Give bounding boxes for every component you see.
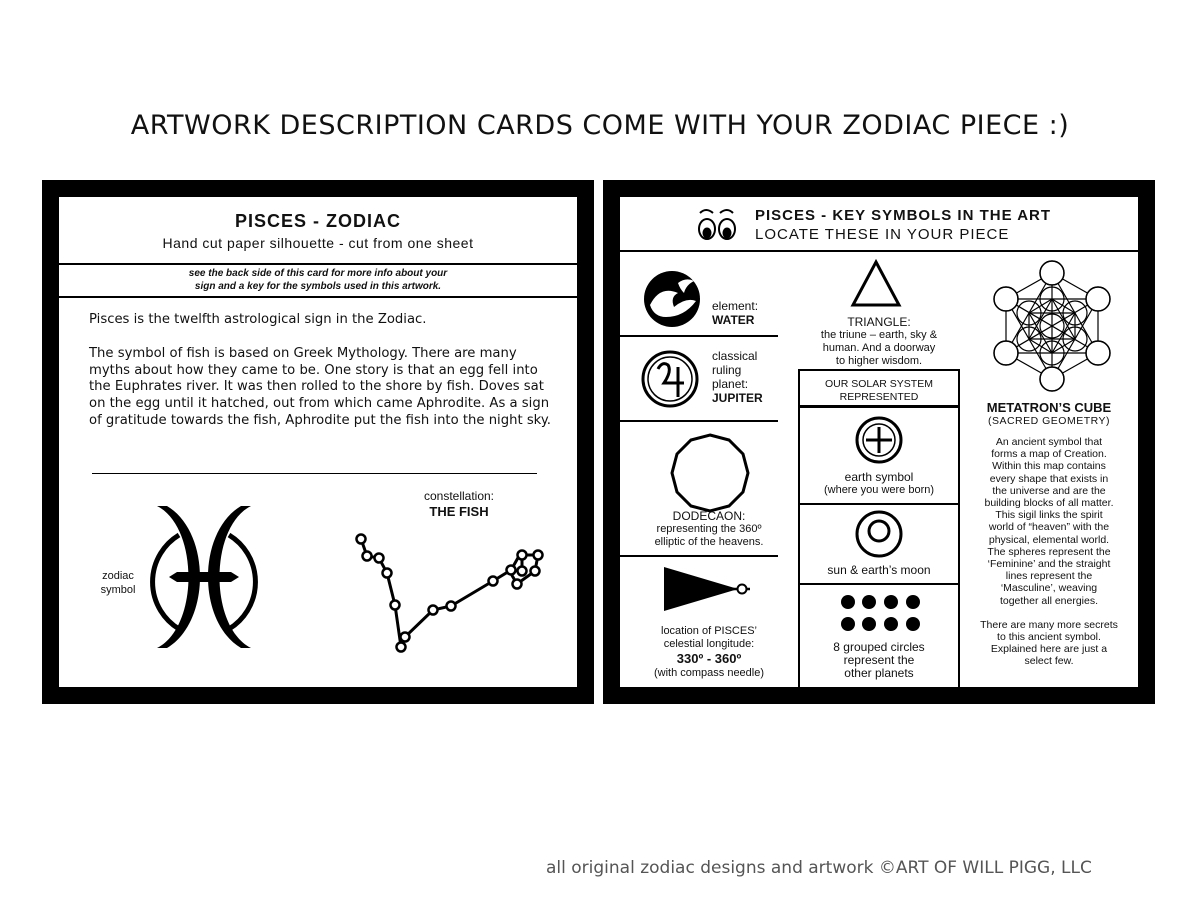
text-line: forms a map of Creation. [991,448,1107,461]
planets-dots-icon [838,593,924,633]
caption-line: location of PISCES’ [661,625,757,637]
cube-subtitle: (SACRED GEOMETRY) [987,415,1111,427]
text-line: building blocks of all matter. [984,497,1114,510]
dodecagon-title: DODECAON: [672,509,746,523]
caption-line: the triune – earth, sky & [820,329,938,341]
ruling-planet-label [712,349,763,405]
page-headline: ARTWORK DESCRIPTION CARDS COME WITH YOUR ZODIAC PIECE :) [130,110,1070,141]
location-value: 330º - 360º [676,651,742,666]
text-line: The spheres represent the [987,545,1111,558]
cube-title: METATRON’S CUBE [986,400,1112,415]
sun-moon-icon [854,509,904,559]
key-symbols-card-body [620,197,1138,687]
sun-moon-caption: sun & earth’s moon [827,563,931,577]
fish-constellation-icon [349,527,559,677]
divider [59,296,577,298]
text-line: the universe and are the [992,484,1106,497]
caption-line: celestial longitude: [663,638,755,650]
text-line: ‘Masculine’, weaving [1000,582,1098,595]
text-line: lines represent the [1005,570,1093,583]
text-line: This sigil links the spirit [995,509,1103,522]
text-line: to this ancient symbol. [997,631,1101,644]
dodecagon-caption [620,510,798,549]
compass-needle-icon [660,565,760,617]
divider [800,369,958,371]
column-divider [798,369,800,687]
eyes-icon [697,207,737,241]
caption-line: other planets [844,666,914,680]
divider [92,473,537,474]
text-line: Explained here are just a [990,643,1108,656]
note-line: sign and a key for the symbols used in this artwork. [194,281,442,292]
text-line: every shape that exists in [989,472,1109,485]
planets-caption [800,641,958,680]
card-title: PISCES - ZODIAC [234,211,401,231]
key-symbols-card [603,180,1155,704]
copyright-footer: all original zodiac designs and artwork ©ART OF WILL PIGG, LLC [546,858,1092,878]
text-line: select few. [1024,655,1074,668]
heading-line: REPRESENTED [839,391,919,403]
triangle-title: TRIANGLE: [847,315,911,329]
caption-line: (where you were born) [823,484,935,496]
divider [800,405,958,408]
label-line: symbol [100,584,136,596]
paragraph: Pisces is the twelfth astrological sign in the Zodiac. [89,312,427,327]
planet-caption: planet: [712,377,749,391]
dodecagon-icon [670,433,750,513]
metatrons-cube-caption [960,400,1138,668]
cube-more-text [960,619,1138,668]
paragraph: The symbol of fish is based on Greek Mythology. There are many myths about how they came to be. One story is that an egg fell into the Euphrates river. It was then rolled to the shore by fish. Doves sat on the egg until it hatched, out from which came Aphrodite. As a sign of gratitude towards the fish, Aphrodite put the fish into the night sky. [89,345,551,428]
planet-caption: classical [712,349,758,363]
caption-line: 8 grouped circles [833,640,925,654]
location-caption [620,625,798,680]
jupiter-icon [640,349,700,409]
planet-value: JUPITER [712,391,763,405]
caption-line: human. And a doorway [822,342,936,354]
earth-caption [800,471,958,497]
solar-system-heading [800,378,958,404]
earth-symbol-icon [854,415,904,465]
description-text [89,312,559,447]
caption-line: represent the [843,653,915,667]
divider [620,555,778,557]
element-caption: element: [712,299,759,313]
divider [620,250,1138,252]
card-subtitle: LOCATE THESE IN YOUR PIECE [755,226,1010,243]
back-side-note [59,267,577,293]
zodiac-info-card [42,180,594,704]
divider [59,263,577,265]
divider [620,335,778,337]
text-line: world of “heaven” with the [988,521,1110,534]
text-line: An ancient symbol that [995,436,1103,448]
pisces-circle-outline [139,527,269,637]
constellation-name: THE FISH [429,504,489,519]
divider [620,420,778,422]
text-line: together all energies. [999,594,1099,607]
card-subtitle: Hand cut paper silhouette - cut from one sheet [162,235,474,251]
heading-line: OUR SOLAR SYSTEM [825,378,933,390]
caption-line: to higher wisdom. [835,355,923,367]
divider [800,583,958,585]
label-line: zodiac [102,570,134,582]
zodiac-symbol-label [83,569,153,597]
text-line: ‘Feminine’ and the straight [987,558,1111,571]
caption-line: representing the 360º [656,523,762,535]
text-line: There are many more secrets [980,618,1118,631]
caption-line: elliptic of the heavens. [654,536,764,548]
earth-title: earth symbol [844,470,914,484]
zodiac-info-card-body [59,197,577,687]
card-title: PISCES - KEY SYMBOLS IN THE ART [755,207,1052,224]
text-line: physical, elemental world. [988,533,1110,546]
constellation-caption: constellation: [423,489,495,503]
text-line: Within this map contains [992,460,1106,473]
divider [800,503,958,505]
metatrons-cube-icon [990,259,1114,393]
planet-caption: ruling [712,363,742,377]
water-element-icon [640,267,704,331]
caption-line: (with compass needle) [653,667,765,679]
cube-description [960,436,1138,607]
note-line: see the back side of this card for more info about your [188,268,448,279]
element-value: WATER [712,313,755,327]
triangle-caption [800,316,958,368]
element-label [712,299,758,327]
triangle-icon [850,259,902,309]
constellation-label [399,489,519,520]
